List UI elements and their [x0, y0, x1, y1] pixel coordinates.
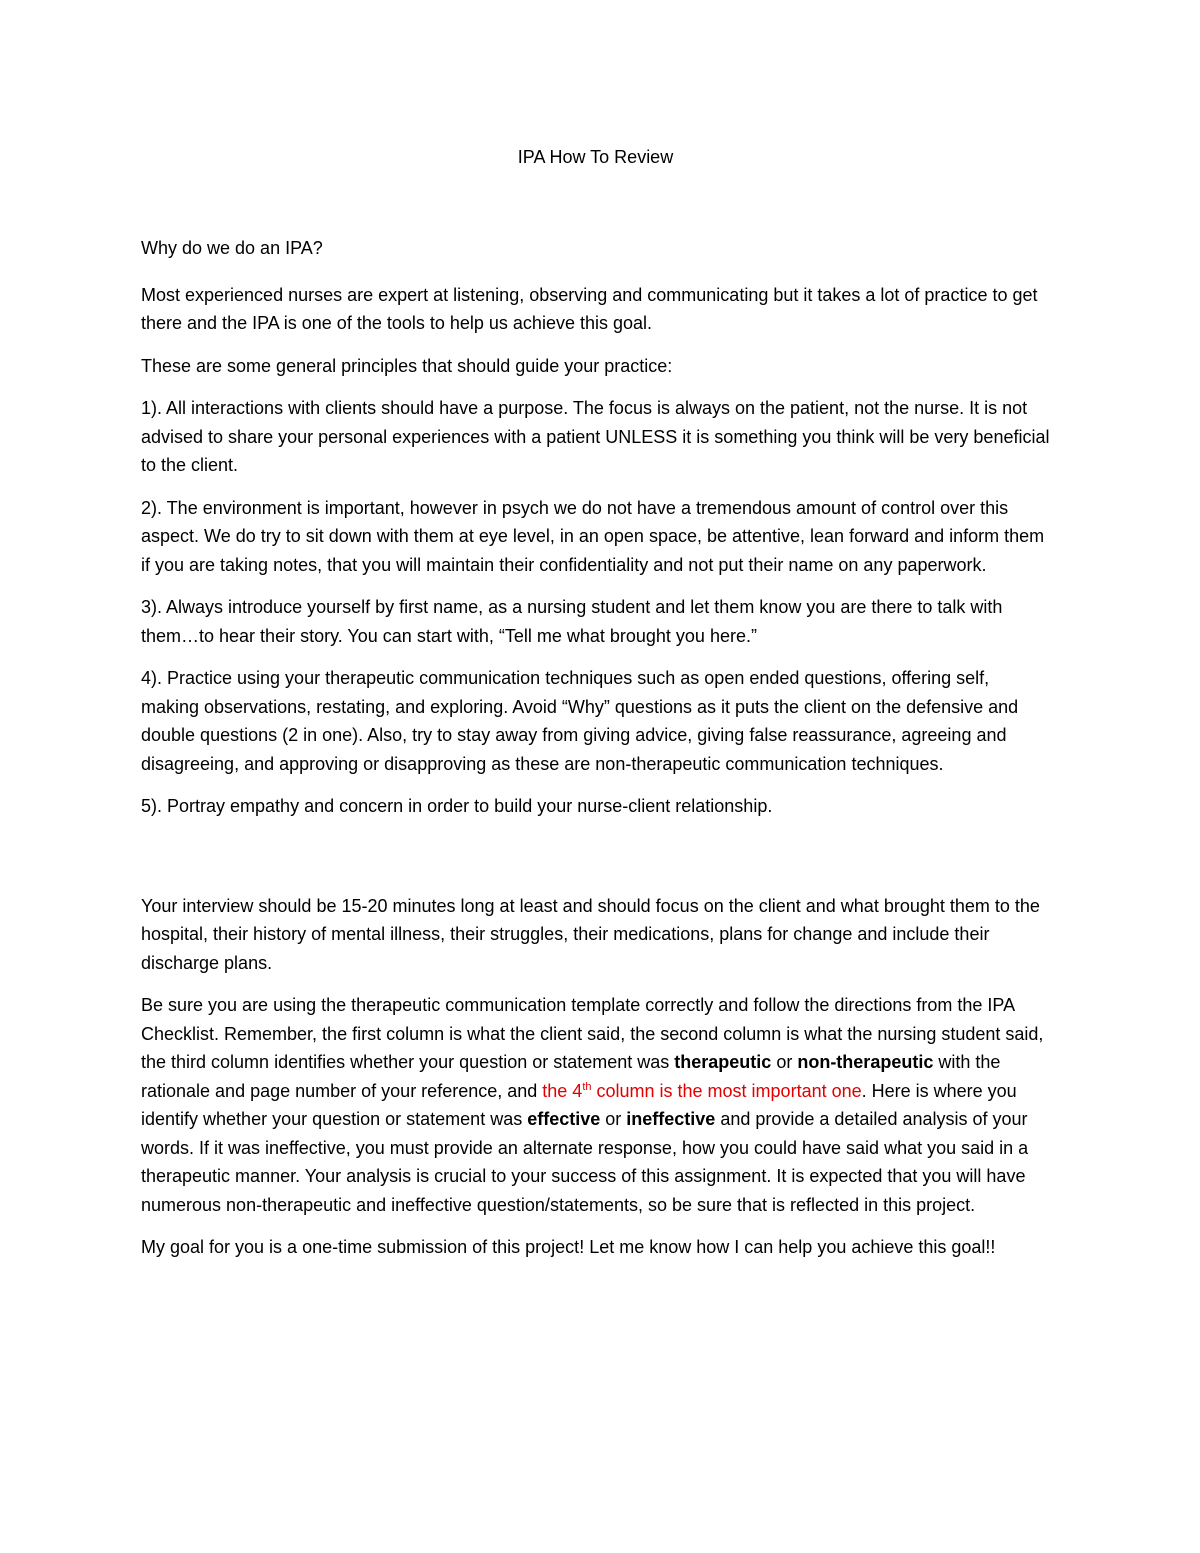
- interview-paragraph: Your interview should be 15-20 minutes long at least and should focus on the client and what brought them to the hospital, their history of mental illness, their struggles, their medications, plans for change and include their discharge plans.: [141, 895, 1040, 973]
- text-run: or: [600, 1109, 627, 1129]
- bold-effective: effective: [527, 1109, 601, 1129]
- red-text: column is the most important one: [591, 1080, 862, 1101]
- template-paragraph: [141, 991, 1050, 1219]
- text-run: with the rationale and page number of your reference, and: [141, 1052, 1001, 1101]
- principle-5: 5). Portray empathy and concern in order to build your nurse-client relationship.: [141, 796, 773, 816]
- bold-therapeutic: therapeutic: [674, 1052, 772, 1072]
- text-run: or: [771, 1052, 798, 1072]
- superscript-th: th: [582, 1080, 592, 1093]
- document-title: IPA How To Review: [517, 147, 674, 167]
- text-run: . Here is where you identify whether your question or statement was: [141, 1080, 1017, 1129]
- principle-2: 2). The environment is important, however in psych we do not have a tremendous amount of control over this aspect. We do try to sit down with them at eye level, in an open space, be attentive, lean forward and inform them if you are taking notes, that you will maintain their confidentiality and not put their name on any paperwork.: [141, 497, 1045, 575]
- text-run: Be sure you are using the therapeutic communication template correctly and follow the directions from the IPA Checklist. Remember, the first column is what the client said, the second column is what the nursing student said, the third column identifies whether your question or statement was: [141, 995, 1044, 1072]
- spacer: [141, 835, 1050, 892]
- bold-ineffective: ineffective: [626, 1109, 716, 1129]
- text-run: and provide a detailed analysis of your words. If it was ineffective, you must provide an alternate response, how you could have said what you said in a therapeutic manner. Your analysis is crucial to your success of this assignment. It is expected that you will have numerous non-therapeutic and ineffective question/statements, so be sure that is reflected in this project.: [141, 1109, 1029, 1215]
- principle-3: 3). Always introduce yourself by first name, as a nursing student and let them know you are there to talk with them…to hear their story. You can start with, “Tell me what brought you here.”: [141, 597, 1003, 646]
- question-heading: Why do we do an IPA?: [141, 238, 323, 258]
- principles-intro: These are some general principles that should guide your practice:: [141, 355, 673, 376]
- intro-paragraph: Most experienced nurses are expert at listening, observing and communicating but it takes a lot of practice to get there and the IPA is one of the tools to help us achieve this goal.: [141, 284, 1038, 333]
- closing-paragraph: My goal for you is a one-time submission of this project! Let me know how I can help you achieve this goal!!: [141, 1237, 996, 1257]
- bold-non-therapeutic: non-therapeutic: [797, 1052, 934, 1072]
- principle-4: 4). Practice using your therapeutic communication techniques such as open ended questions, offering self, making observations, restating, and exploring. Avoid “Why” questions as it puts the client on the defensive and double questions (2 in one). Also, try to stay away from giving advice, giving false reassurance, agreeing and disagreeing, and approving or disapproving as these are non-therapeutic communication techniques.: [141, 668, 1019, 774]
- principle-1: 1). All interactions with clients should have a purpose. The focus is always on the patient, not the nurse. It is not advised to share your personal experiences with a patient UNLESS it is something you think will be very beneficial to the client.: [141, 398, 1050, 475]
- red-emphasis: [542, 1081, 861, 1101]
- red-text: the 4: [542, 1080, 583, 1101]
